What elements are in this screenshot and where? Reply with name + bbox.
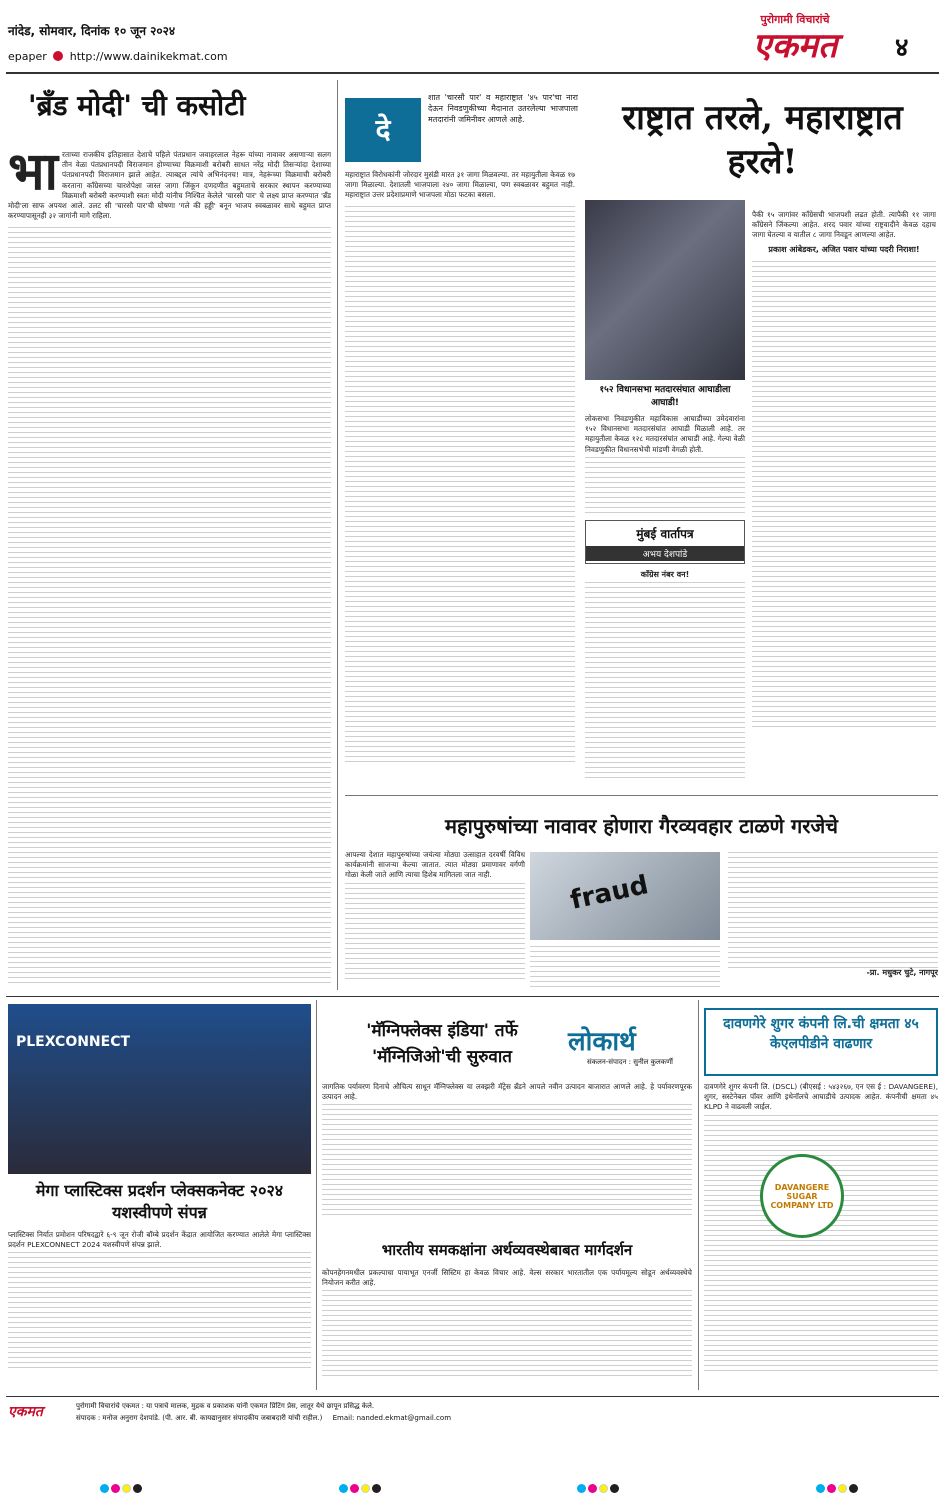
byline-section: मुंबई वार्तापत्र xyxy=(636,527,694,541)
globe-icon xyxy=(53,51,63,61)
subhead-congress: काँग्रेस नंबर वन! xyxy=(640,570,690,579)
opinion-body-right xyxy=(728,850,938,990)
opinion-headline: महापुरुषांच्या नावावर होणारा गैरव्यवहार टाळणे गरजेचे xyxy=(445,814,838,838)
feature-body-2 xyxy=(585,414,745,514)
seal-text: DAVANGERE SUGAR COMPANY LTD xyxy=(770,1182,834,1210)
footer-logo: एकमत xyxy=(8,1404,43,1420)
column-letter: दे xyxy=(345,98,421,162)
compiler-name: सुनील कुलकर्णी xyxy=(633,1058,673,1066)
politicians-photo xyxy=(585,200,745,410)
byline-box xyxy=(585,520,745,564)
magniflex-body xyxy=(322,1082,692,1232)
footer-editor: संपादक : मनोज अनुराग देशपांडे. (पी. आर. बी. कायद्यानुसार संपादकीय जबाबदारी यांची राहील.) xyxy=(76,1414,323,1422)
davangere-seal xyxy=(760,1154,844,1238)
editorial-body xyxy=(8,150,331,990)
editorial-headline: 'ब्रँड मोदी' ची कसोटी xyxy=(28,89,246,122)
color-registration-marks xyxy=(100,1478,860,1497)
opinion-body-left xyxy=(345,850,525,990)
editorial-lead: रताच्या राजकीय इतिहासात देशाचे पहिले पंतप्रधान जवाहरलाल नेहरू यांच्या नावावर असणाऱ्या सलग तीन वेळा पंतप्रधानपदी विराजमान होण्याच्या विक्रमाशी बरोबरी साधत नरेंद्र मोदी तिसऱ्यांदा देशाच्या पंतप्रधानपदी विराजमान झाले आहेत. त्याबद्दल त्यांचे अभिनंदनच! मात्र, नेहरूंच्या विक्रमाची बरोबरी करताना काँग्रेसच्या चारशेपेक्षा जास्त जागा जिंकून दणदणीत बहुमताचे सरकार स्थापन करण्याच्या विक्रमाशी बरोबरी करण्याशी स्वतः मोदी यांनीच निश्चित केलेले 'चारसौ पार' चे लक्ष्य प्राप्त करण्यात 'ब्रँड मोदी'ला साफ अपयश आले. उलट सी 'चारसौ पार'ची घोषणा 'गले की हड्डी' बनून भाजप स्वबळावर साधे बहुमत प्राप्त करण्यापासूनही ३२ जागांनी मागे राहिला. xyxy=(8,150,331,221)
byline-author: अभय देशपांडे xyxy=(586,546,744,561)
footer-line2 xyxy=(76,1414,936,1423)
dateline: नांदेड, सोमवार, दिनांक १० जून २०२४ xyxy=(8,24,176,38)
masthead-logo xyxy=(700,12,890,70)
sugar-headline: दावणगेरे शुगर कंपनी लि.ची क्षमता ४५ केएलपीडीने वाढणार xyxy=(723,1016,919,1052)
dropcap: भा xyxy=(8,150,59,202)
sugar-body-text: दावणगेरे शुगर कंपनी लि. (DSCL) (बीएसई : ५४३२६७, एन एस ई : DAVANGERE), शुगर, सस्टेनेबल पॉवर आणि इथेनॉलचे आघाडीचे उत्पादक आहेत. कंपनीची क्षमता ४५ KLPD ने वाढवली जाईल. xyxy=(704,1082,938,1112)
sugar-headline-box xyxy=(704,1008,938,1076)
lokartha-body xyxy=(322,1268,692,1390)
cmyk-dots-3 xyxy=(577,1478,621,1497)
subhead-ambedkar: प्रकाश आंबेडकर, अजित पवार यांच्या पदरी निराशा! xyxy=(768,244,920,254)
feature-body-3-text: पैकी १५ जागांवर काँग्रेसची भाजपशी लढत होती. त्यापैकी ११ जागा काँग्रेसने जिंकल्या आहेत. शरद पवार यांच्या राष्ट्रवादीने केवळ दहाच जागा घेतल्या व यातील ८ जागा निवडून आणल्या आहेत. xyxy=(752,210,936,240)
cmyk-dots-2 xyxy=(339,1478,383,1497)
fraud-image xyxy=(530,852,720,940)
compiler-label: संकलन-संपादन : xyxy=(587,1058,631,1066)
feature-intro: शात 'चारसौ पार' व महाराष्ट्रात '४५ पार'चा नारा देऊन निवडणुकीच्या मैदानात उतरलेल्या भाजपाला मतदारांनी जमिनीवर आणले आहे. xyxy=(428,93,578,124)
feature-body-4 xyxy=(752,210,936,790)
paper-name: एकमत xyxy=(752,26,838,66)
photo-caption: १५२ विधानसभा मतदारसंघात आघाडीला आघाडी! xyxy=(585,380,745,410)
fraud-word: fraud xyxy=(567,870,652,916)
feature-body-3 xyxy=(585,570,745,790)
feature-body-1-text: महाराष्ट्रात विरोधकांनी जोरदार मुसंडी मारत ३१ जागा मिळवल्या. तर महायुतीला केवळ १७ जागा मिळाल्या. देशातली भाजपाला २४० जागा मिळाल्या, पण स्वबळावर बहुमत नाही. महाराष्ट्रात उत्तर प्रदेशाप्रमाणे भाजपला मोठा फटका बसला. xyxy=(345,170,575,200)
tagline: पुरोगामी विचारांचे xyxy=(760,13,830,26)
feature-headline: राष्ट्रात तरले, महाराष्ट्रात हरले! xyxy=(622,98,903,182)
expo-body xyxy=(8,1230,311,1390)
expo-headline: मेगा प्लास्टिक्स प्रदर्शन प्लेक्सकनेक्ट २०२४ यशस्वीपणे संपन्न xyxy=(35,1181,284,1222)
lokartha-title: लोकार्थ xyxy=(568,1027,636,1057)
lokartha-body-text: कोपनहेगनमधील प्रकल्पाचा पायाभूत एनर्जी सिस्टिम हा केवळ विचार आहे. वेल्स सरकार भारतातील एक पर्यायमूल्य सोडून अर्थव्यवस्थेचे नियोजन करीत आहे. xyxy=(322,1268,692,1288)
lokartha-headline: भारतीय समकक्षांना अर्थव्यवस्थेबाबत मार्गदर्शन xyxy=(381,1241,633,1259)
expo-body-text: प्लास्टिक्स निर्यात प्रमोशन परिषदद्वारे ६-९ जून रोजी बॉम्बे प्रदर्शन केंद्रात आयोजित करण्यात आलेले मेगा प्लास्टिक्स प्रदर्शन PLEXCONNECT 2024 यशस्वीपणे संपन्न झाले. xyxy=(8,1230,311,1250)
epaper-line xyxy=(8,50,228,63)
feature-body-1 xyxy=(345,170,575,790)
opinion-body-mid xyxy=(530,944,720,990)
cmyk-dots-1 xyxy=(100,1478,144,1497)
expo-photo xyxy=(8,1004,311,1174)
cmyk-dots-4 xyxy=(816,1478,860,1497)
sugar-body xyxy=(704,1082,938,1390)
footer-email: Email: nanded.ekmat@gmail.com xyxy=(332,1414,452,1422)
opinion-author: -प्रा. मधुकर चुटे, नागपूर xyxy=(866,968,938,977)
magniflex-body-text: जागतिक पर्यावरण दिनाचे औचित्य साधून मॅग्निफ्लेक्स या लक्झरी मॅट्रेस ब्रँडने आपले नवीन उत्पादन बाजारात आणले आहे. हे पर्यावरणपूरक उत्पादन आहे. xyxy=(322,1082,692,1102)
epaper-link[interactable]: http://www.dainikekmat.com xyxy=(69,50,228,63)
expo-screen-text: PLEXCONNECT xyxy=(16,1034,131,1050)
magniflex-headline: 'मॅग्निफ्लेक्स इंडिया' तर्फे 'मॅग्निजिओ'ची सुरुवात xyxy=(366,1021,518,1067)
epaper-label: epaper xyxy=(8,50,47,63)
footer-line1: पुरोगामी विचारांचे एकमत : या पत्राचे मालक, मुद्रक व प्रकाशक यांनी एकमत प्रिंटिंग प्रेस, लातूर येथे छापून प्रसिद्ध केले. xyxy=(76,1402,375,1410)
feature-body-2-text: लोकसभा निवडणुकीत महाविकास आघाडीच्या उमेदवारांना १५२ विधानसभा मतदारसंघांत आघाडी मिळाली आहे. तर महायुतीला केवळ १२८ मतदारसंघांत आघाडी आहे. गेल्या वेळी निवडणुकीत विधानसभेची मांडणी वेगळी होती. xyxy=(585,414,745,454)
page-number: ४ xyxy=(895,33,909,63)
opinion-body-text: आपल्या देशात महापुरुषांच्या जयंत्या मोठ्या उत्साहात दरवर्षी विविध कार्यक्रमांनी साजऱ्या केल्या जातात. त्यात मोठ्या प्रमाणावर वर्गणी गोळा केली जाते आणि त्याचा हिशेब मागितला जात नाही. xyxy=(345,850,525,880)
lokartha-box xyxy=(568,1022,692,1076)
